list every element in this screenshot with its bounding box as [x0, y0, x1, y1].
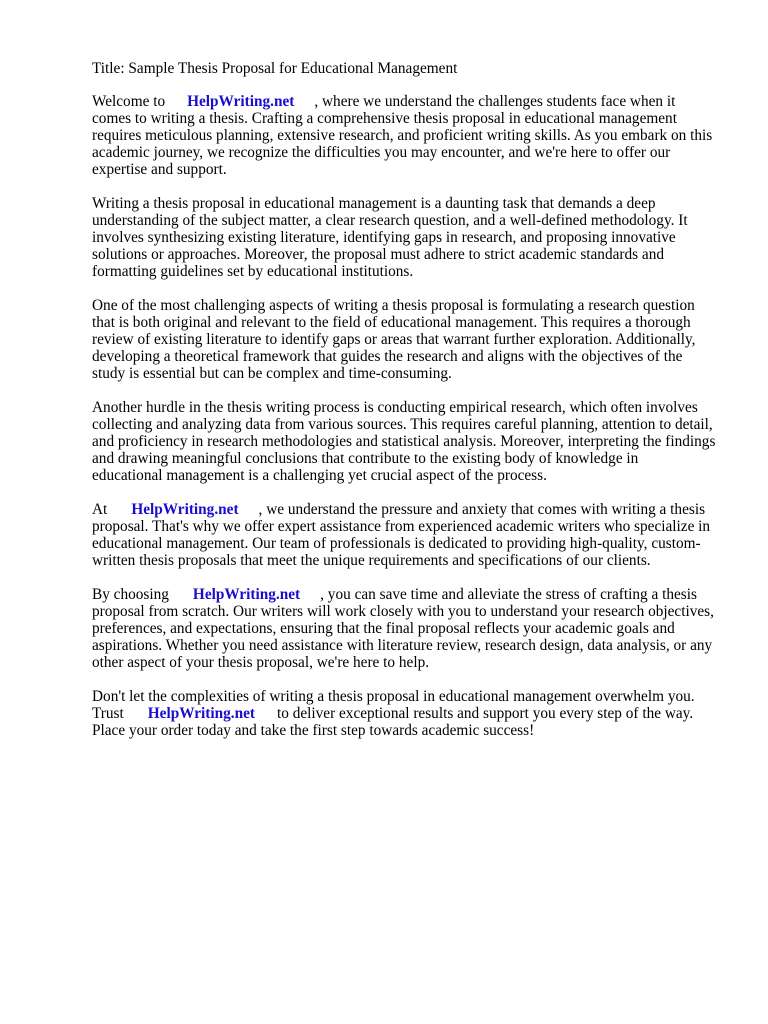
text-segment: , where we understand the challenges students face when it comes to writing a thesis. Crafting a comprehensive thesis proposal in educational management requires meticulous planning, extensive research, and proficient writing skills. As you embark on this academic journey, we recognize the difficulties you may encounter, and we're here to offer our expertise and support.: [92, 93, 713, 178]
helpwriting-link[interactable]: HelpWriting.net: [192, 586, 301, 603]
text-segment: At: [92, 501, 108, 518]
text-segment: Don't let the complexities of writing a thesis proposal in educational management overwhelm you.: [92, 688, 695, 705]
paragraph-empirical-research: Another hurdle in the thesis writing process is conducting empirical research, which often involves collecting and analyzing data from various sources. This requires careful planning, attention to detail, and proficiency in research methodologies and statistical analysis. Moreover, interpreting the findings and drawing meaningful conclusions that contribute to the existing body of knowledge in educational management is a challenging yet crucial aspect of the process.: [92, 399, 716, 484]
text-segment: Welcome to: [92, 93, 166, 110]
document-page: [92, 60, 728, 756]
helpwriting-link[interactable]: HelpWriting.net: [187, 93, 295, 110]
paragraph-task: Writing a thesis proposal in educational management is a daunting task that demands a deep understanding of the subject matter, a clear research question, and a well-defined methodology. It involves synthesizing existing literature, identifying gaps in research, and proposing innovative solutions or approaches. Moreover, the proposal must adhere to strict academic standards and formatting guidelines set by educational institutions.: [92, 195, 688, 280]
paragraph-choosing: [92, 586, 728, 671]
text-segment: Trust: [92, 705, 124, 722]
paragraph-assistance: [92, 501, 728, 569]
text-segment: , you can save time and alleviate the stress of crafting a thesis proposal from scratch. Our writers will work closely with you to understand your research objectives, preferences, and expectations, ensuring that the final proposal reflects your academic goals and aspirations. Whether you need assistance with literature review, research design, data analysis, or any other aspect of your thesis proposal, we're here to help.: [92, 586, 714, 671]
helpwriting-link[interactable]: HelpWriting.net: [147, 705, 255, 722]
paragraph-closing: [92, 688, 728, 739]
helpwriting-link[interactable]: HelpWriting.net: [131, 501, 239, 518]
paragraph-welcome: [92, 93, 728, 178]
document-title: Title: Sample Thesis Proposal for Educational Management: [92, 60, 458, 77]
text-segment: By choosing: [92, 586, 169, 603]
paragraph-research-question: One of the most challenging aspects of writing a thesis proposal is formulating a research question that is both original and relevant to the field of educational management. This requires a thorough review of existing literature to identify gaps or areas that warrant further exploration. Additionally, developing a theoretical framework that guides the research and aligns with the objectives of the study is essential but can be complex and time-consuming.: [92, 297, 696, 382]
text-segment: to deliver exceptional results and support you every step of the way. Place your order today and take the first step towards academic success!: [92, 705, 694, 739]
text-segment: , we understand the pressure and anxiety that comes with writing a thesis proposal. That's why we offer expert assistance from experienced academic writers who specialize in educational management. Our team of professionals is dedicated to providing high-quality, custom- written thesis proposals that meet the unique requirements and specifications of our clients.: [92, 501, 711, 569]
